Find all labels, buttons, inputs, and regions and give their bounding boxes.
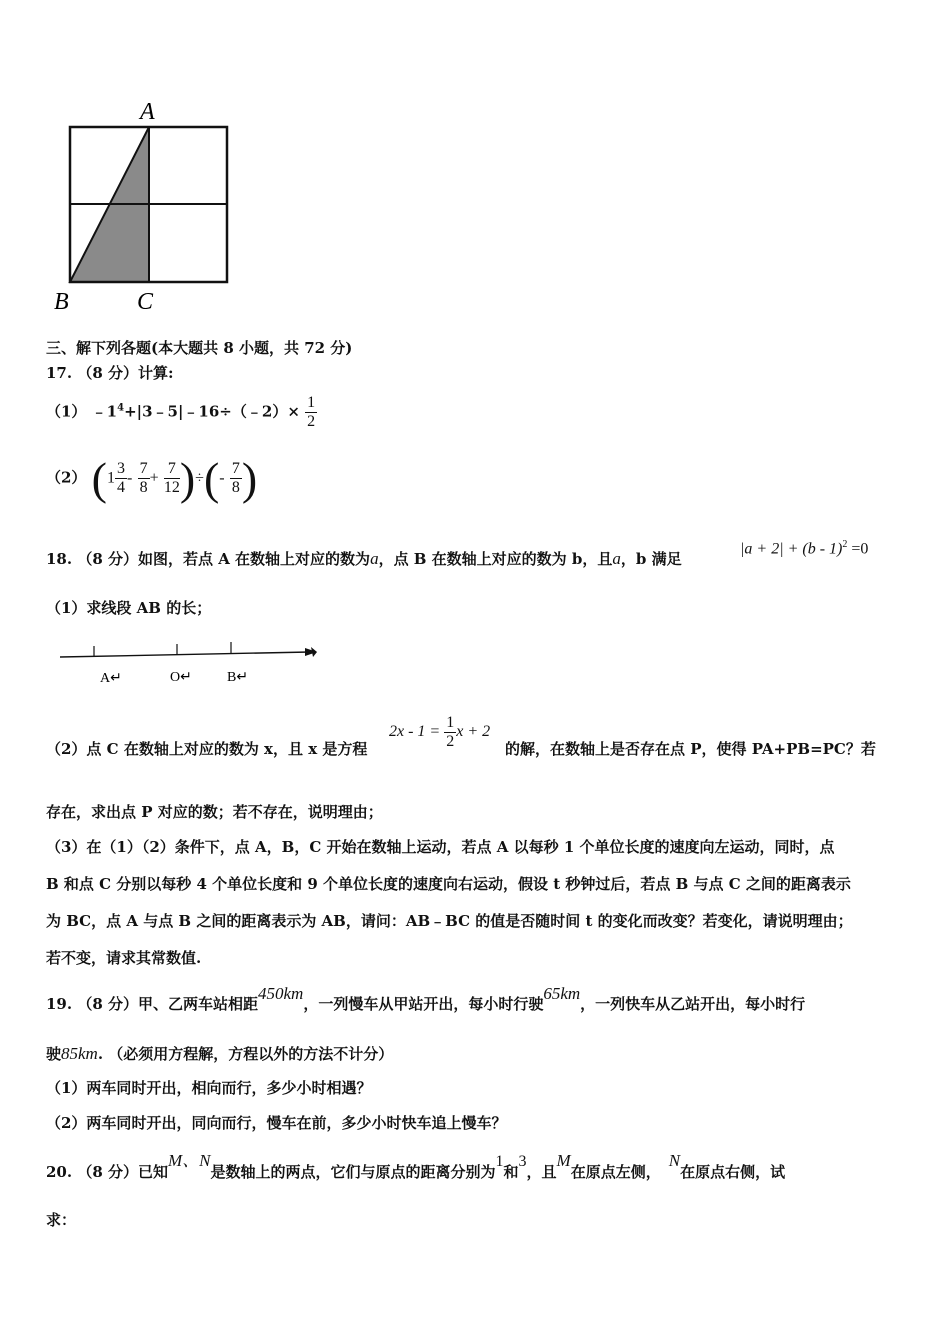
q19-part1: （1）两车同时开出，相向而行，多少小时相遇？ xyxy=(46,1079,372,1097)
q17-p1-label: （1） xyxy=(46,402,87,421)
section-3-heading: 三、解下列各题(本大题共 8 小题，共 72 分) xyxy=(46,339,353,357)
q18-part3-line3: 为 BC，点 A 与点 B 之间的距离表示为 AB，请问：AB﹣BC 的值是否随时间 t 的变化而改变？若变化，请说明理由； xyxy=(46,912,853,930)
q18-part2-line1: （2）点 C 在数轴上对应的数为 x，且 x 是方程 xyxy=(46,740,368,758)
q17-title: 17. （8 分）计算: xyxy=(46,364,174,382)
q18-equation: 2x - 1 = $\frac{1}{2}$ x + 2 xyxy=(389,714,491,750)
q20-line2: 求： xyxy=(46,1211,77,1229)
q17-part1 xyxy=(46,394,317,431)
axis-label-o: O↵ xyxy=(170,670,192,685)
number-line xyxy=(55,635,325,695)
label-b: B xyxy=(54,289,69,315)
q20-line1: 20. （8 分）已知M、N是数轴上的两点，它们与原点的距离分别为1和3，且M在原点左侧，N在原点右侧，试 xyxy=(46,1151,786,1181)
q17-p1-base: ﹣1 xyxy=(91,402,118,421)
q17-p1-rest: +|3﹣5|﹣16÷（﹣2）× xyxy=(124,402,300,421)
q17-p1-fraction: $\frac{1}{2}$ xyxy=(307,394,316,430)
q18-part2-line1-end: 的解，在数轴上是否存在点 P，使得 PA+PB=PC？若 xyxy=(505,740,876,758)
q18-condition: |a + 2| + (b - 1)$^2$ =0 xyxy=(740,539,869,558)
q18-part1: （1）求线段 AB 的长； xyxy=(46,599,212,617)
q18-part3-line4: 若不变，请求其常数值. xyxy=(46,949,202,967)
label-a: A xyxy=(140,99,155,125)
q18-part2-line2: 存在，求出点 P 对应的数；若不存在，说明理由； xyxy=(46,803,383,821)
q18-part3-line2: B 和点 C 分别以每秒 4 个单位长度和 9 个单位长度的速度向右运动，假设 t 秒钟过后，若点 B 与点 C 之间的距离表示 xyxy=(46,875,851,893)
q19-line2: 驶85km. （必须用方程解，方程以外的方法不计分） xyxy=(46,1044,394,1063)
q18-part3-line1: （3）在（1）（2）条件下，点 A，B，C 开始在数轴上运动，若点 A 以每秒 1 个单位长度的速度向左运动，同时，点 xyxy=(46,838,835,856)
q19-part2: （2）两车同时开出，同向而行，慢车在前，多少小时快车追上慢车？ xyxy=(46,1114,507,1132)
label-c: C xyxy=(137,289,154,315)
axis-label-b: B↵ xyxy=(227,670,249,685)
q17-p2-label: （2） xyxy=(46,468,87,487)
q19-line1: 19. （8 分）甲、乙两车站相距450km，一列慢车从甲站开出，每小时行驶65km，一列快车从乙站开出，每小时行 xyxy=(46,984,806,1013)
q17-p1-exp: 4 xyxy=(117,402,125,414)
geometry-figure xyxy=(50,95,250,320)
q18-intro: 18. （8 分）如图，若点 A 在数轴上对应的数为a，点 B 在数轴上对应的数为 b，且a，b 满足 xyxy=(46,549,682,568)
axis-label-a: A↵ xyxy=(100,671,122,686)
q17-part2: （2） (1 $\frac{3}{4}$ - $\frac{7}{8}$ + $\frac{7}{12}$ )÷(- $\frac{7}{8}$ ) xyxy=(46,453,258,504)
